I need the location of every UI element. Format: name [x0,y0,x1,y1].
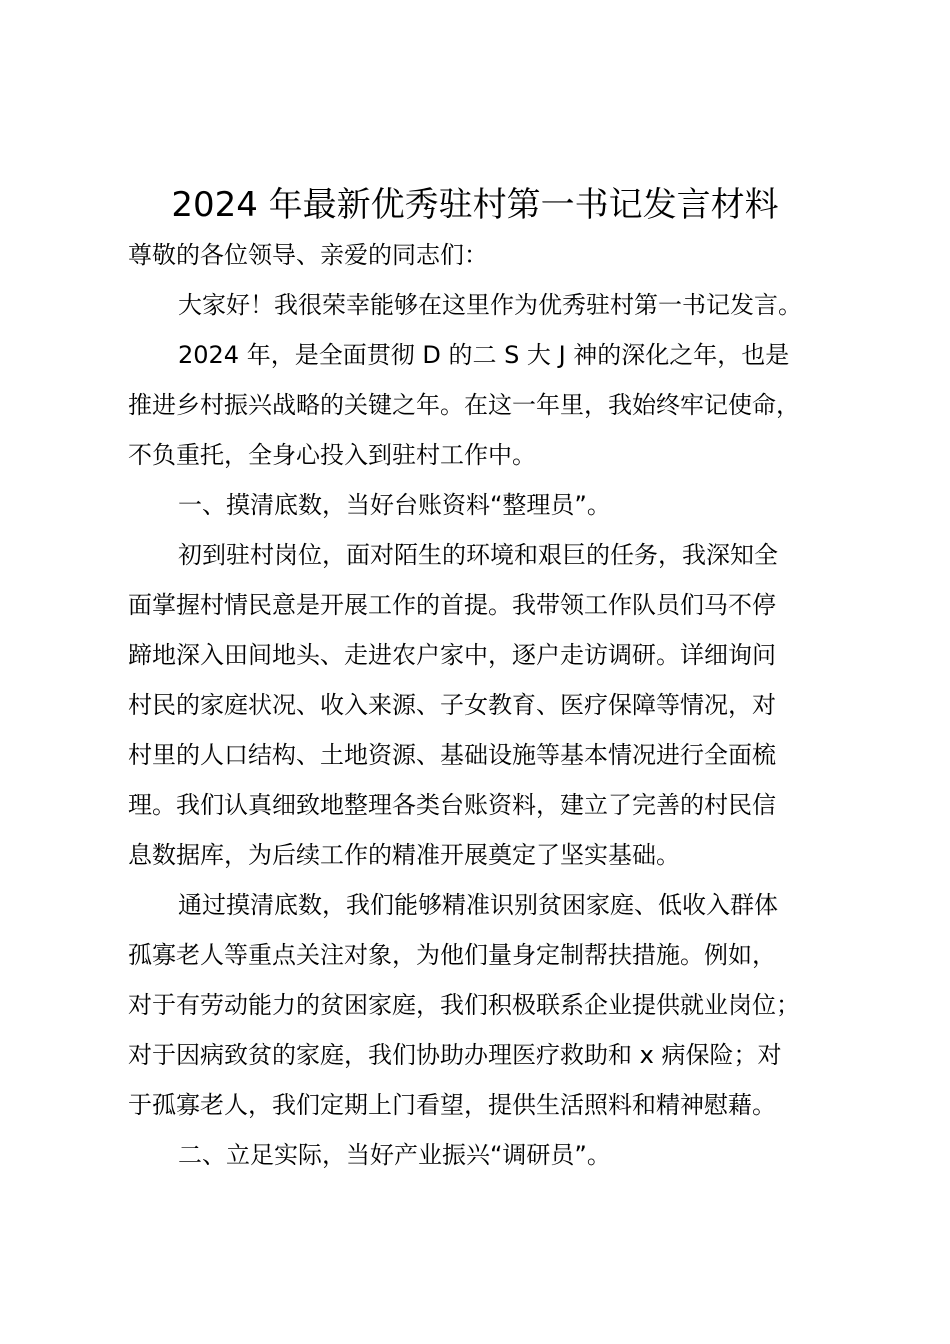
paragraph-line: 对于有劳动能力的贫困家庭，我们积极联系企业提供就业岗位； [128,991,800,1019]
paragraph-line: 推进乡村振兴战略的关键之年。在这一年里，我始终牢记使命， [128,391,800,419]
paragraph-line: 不负重托，全身心投入到驻村工作中。 [128,441,536,469]
paragraph-line: 面掌握村情民意是开展工作的首提。我带领工作队员们马不停 [128,591,776,619]
section-heading: 一、摸清底数，当好台账资料“整理员”。 [178,491,611,519]
paragraph-line: 对于因病致贫的家庭，我们协助办理医疗救助和 x 病保险；对 [128,1041,782,1069]
document-title: 2024 年最新优秀驻村第一书记发言材料 [171,185,779,225]
salutation: 尊敬的各位领导、亲爱的同志们： [128,241,488,269]
paragraph-line: 村里的人口结构、土地资源、基础设施等基本情况进行全面梳 [128,741,776,769]
paragraph-line: 2024 年，是全面贯彻 D 的二 S 大 J 神的深化之年，也是 [178,341,790,369]
paragraph-line: 蹄地深入田间地头、走进农户家中，逐户走访调研。详细询问 [128,641,776,669]
paragraph-line: 息数据库，为后续工作的精准开展奠定了坚实基础。 [128,841,680,869]
paragraph-line: 大家好！我很荣幸能够在这里作为优秀驻村第一书记发言。 [178,291,802,319]
paragraph-line: 孤寡老人等重点关注对象，为他们量身定制帮扶措施。例如， [128,941,776,969]
paragraph-line: 理。我们认真细致地整理各类台账资料，建立了完善的村民信 [128,791,776,819]
paragraph-line: 村民的家庭状况、收入来源、子女教育、医疗保障等情况，对 [128,691,776,719]
paragraph-line: 初到驻村岗位，面对陌生的环境和艰巨的任务，我深知全 [178,541,778,569]
paragraph-line: 于孤寡老人，我们定期上门看望，提供生活照料和精神慰藉。 [128,1091,776,1119]
paragraph-line: 通过摸清底数，我们能够精准识别贫困家庭、低收入群体 [178,891,778,919]
section-heading: 二、立足实际，当好产业振兴“调研员”。 [178,1141,611,1169]
